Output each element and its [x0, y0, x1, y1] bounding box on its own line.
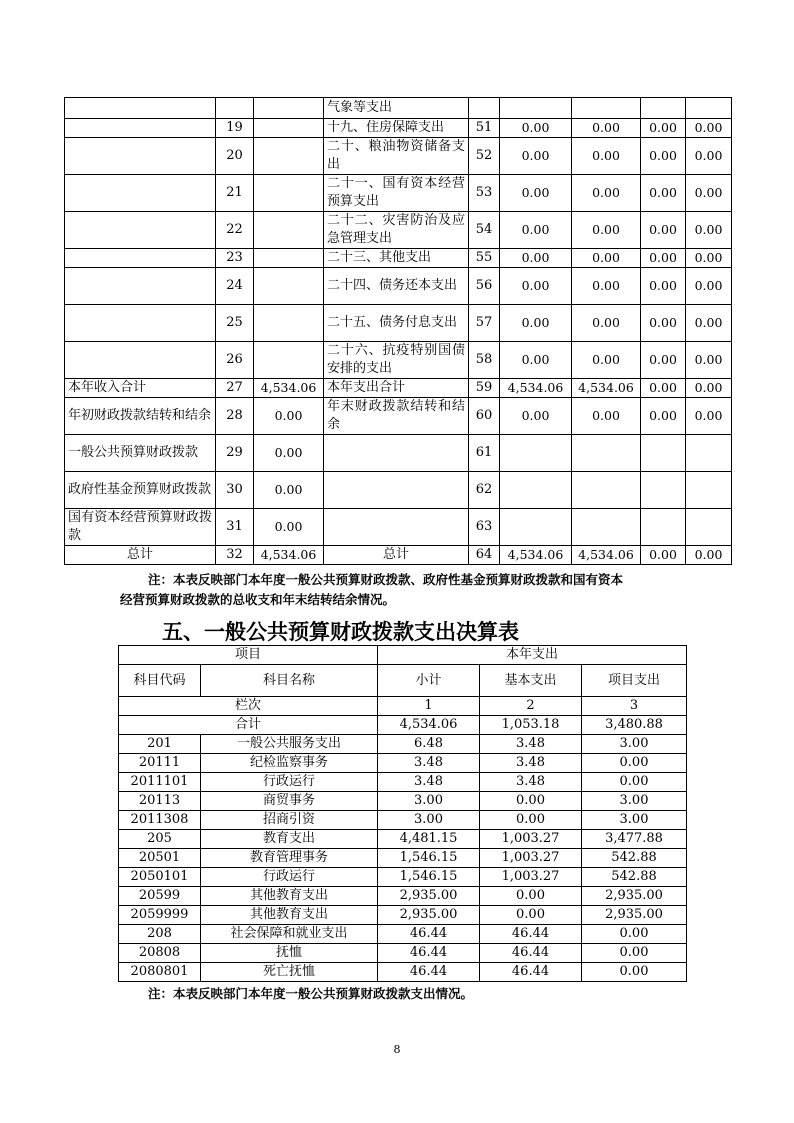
- row-left-amount: [254, 175, 324, 212]
- row-name: 其他教育支出: [201, 887, 378, 906]
- row-project: 2,935.00: [582, 887, 687, 906]
- row-amount-general: 0.00: [572, 138, 641, 175]
- col-code: 科目代码: [119, 665, 201, 697]
- row-amount-total: [500, 509, 572, 546]
- row-amount-general: 0.00: [572, 175, 641, 212]
- table1-row: [65, 175, 732, 212]
- row-column-label: 栏次: [119, 697, 378, 716]
- row-right-no: 63: [469, 509, 500, 546]
- section-title: 五、一般公共预算财政拨款支出决算表: [162, 620, 519, 644]
- row-left-label: 年初财政拨款结转和结余: [65, 398, 216, 435]
- table2-row: [119, 811, 687, 830]
- row-right-no: 54: [469, 212, 500, 249]
- row-left-amount: 0.00: [254, 398, 324, 435]
- table1-row: [65, 398, 732, 435]
- col-idx-2: 2: [480, 697, 582, 716]
- table1-row: [65, 268, 732, 305]
- table1-row: [65, 305, 732, 342]
- row-subtotal: 46.44: [378, 963, 480, 982]
- row-right-label: 二十、粮油物资储备支出: [324, 138, 469, 175]
- row-amount-total: 0.00: [500, 175, 572, 212]
- row-right-no: 58: [469, 342, 500, 379]
- row-basic: 1,003.27: [480, 868, 582, 887]
- row-amount-fund: 0.00: [641, 398, 686, 435]
- row-amount-general: 0.00: [572, 268, 641, 305]
- row-subtotal: 3.00: [378, 792, 480, 811]
- row-amount-fund: 0.00: [641, 212, 686, 249]
- row-project: 3.00: [582, 792, 687, 811]
- col-project: 项目支出: [582, 665, 687, 697]
- row-code: 20113: [119, 792, 201, 811]
- row-subtotal: 2,935.00: [378, 887, 480, 906]
- table2-row: [119, 887, 687, 906]
- row-code: 20111: [119, 754, 201, 773]
- row-right-no: 64: [469, 546, 500, 565]
- row-left-amount: [254, 212, 324, 249]
- table1-row: [65, 472, 732, 509]
- row-left-no: 21: [216, 175, 254, 212]
- table1-row: [65, 379, 732, 398]
- page-number: 8: [393, 1043, 401, 1056]
- table1-note-line2: 经营预算财政拨款的总收支和年末结转结余情况。: [120, 592, 396, 607]
- row-amount-general: [572, 435, 641, 472]
- table1-row: [65, 98, 732, 119]
- col-idx-3: 3: [582, 697, 687, 716]
- row-right-no: 55: [469, 249, 500, 268]
- row-name: 抚恤: [201, 944, 378, 963]
- row-left-no: 27: [216, 379, 254, 398]
- row-basic: 1,003.27: [480, 849, 582, 868]
- row-right-no: 53: [469, 175, 500, 212]
- row-left-label: [65, 119, 216, 138]
- row-amount-capital: 0.00: [686, 379, 732, 398]
- row-name: 社会保障和就业支出: [201, 925, 378, 944]
- row-left-label: [65, 305, 216, 342]
- row-amount-capital: 0.00: [686, 398, 732, 435]
- row-name: 死亡抚恤: [201, 963, 378, 982]
- row-name: 行政运行: [201, 868, 378, 887]
- table2-row: [119, 906, 687, 925]
- row-amount-general: [572, 509, 641, 546]
- table1-row: [65, 342, 732, 379]
- row-right-label: 总计: [324, 546, 469, 565]
- row-amount-fund: 0.00: [641, 305, 686, 342]
- row-amount-general: 0.00: [572, 119, 641, 138]
- row-left-amount: [254, 249, 324, 268]
- row-amount-capital: 0.00: [686, 175, 732, 212]
- row-right-label: [324, 435, 469, 472]
- row-code: 2050101: [119, 868, 201, 887]
- row-amount-capital: [686, 509, 732, 546]
- row-left-amount: 0.00: [254, 509, 324, 546]
- row-amount-total: 0.00: [500, 398, 572, 435]
- row-subtotal: 3.48: [378, 754, 480, 773]
- row-amount-fund: [641, 435, 686, 472]
- row-left-no: 28: [216, 398, 254, 435]
- row-amount-general: 0.00: [572, 249, 641, 268]
- row-basic: 3.48: [480, 773, 582, 792]
- row-project: 0.00: [582, 773, 687, 792]
- row-code: 2011101: [119, 773, 201, 792]
- header-year-expense: 本年支出: [378, 646, 687, 665]
- row-left-label: [65, 342, 216, 379]
- row-amount-capital: 0.00: [686, 305, 732, 342]
- row-amount-general: 0.00: [572, 398, 641, 435]
- row-project: 0.00: [582, 944, 687, 963]
- row-left-no: 23: [216, 249, 254, 268]
- row-name: 商贸事务: [201, 792, 378, 811]
- row-right-label: 十九、住房保障支出: [324, 119, 469, 138]
- row-right-label: 二十六、抗疫特别国债安排的支出: [324, 342, 469, 379]
- table2-row: [119, 792, 687, 811]
- table1-row: [65, 435, 732, 472]
- row-right-label: 气象等支出: [324, 98, 469, 119]
- row-amount-fund: [641, 509, 686, 546]
- row-amount-total: 0.00: [500, 268, 572, 305]
- row-right-no: 57: [469, 305, 500, 342]
- row-subtotal: 3.00: [378, 811, 480, 830]
- table2-row: [119, 849, 687, 868]
- row-project: 542.88: [582, 868, 687, 887]
- table2-row: [119, 925, 687, 944]
- row-basic: 46.44: [480, 963, 582, 982]
- row-left-no: [216, 98, 254, 119]
- row-amount-fund: 0.00: [641, 249, 686, 268]
- row-project: 0.00: [582, 754, 687, 773]
- row-amount-total: 0.00: [500, 138, 572, 175]
- row-amount-capital: 0.00: [686, 546, 732, 565]
- row-left-no: 19: [216, 119, 254, 138]
- row-subtotal: 46.44: [378, 944, 480, 963]
- col-idx-1: 1: [378, 697, 480, 716]
- row-name: 招商引资: [201, 811, 378, 830]
- row-name: 纪检监察事务: [201, 754, 378, 773]
- row-basic: 0.00: [480, 811, 582, 830]
- table1-row: [65, 546, 732, 565]
- row-left-label: [65, 268, 216, 305]
- row-subtotal: 2,935.00: [378, 906, 480, 925]
- row-amount-total: 4,534.06: [500, 546, 572, 565]
- row-amount-fund: 0.00: [641, 342, 686, 379]
- row-code: 2011308: [119, 811, 201, 830]
- row-left-label: 政府性基金预算财政拨款: [65, 472, 216, 509]
- row-subtotal: 46.44: [378, 925, 480, 944]
- row-code: 2059999: [119, 906, 201, 925]
- row-amount-fund: 0.00: [641, 175, 686, 212]
- row-amount-general: 4,534.06: [572, 546, 641, 565]
- table1-row: [65, 138, 732, 175]
- row-amount-total: 0.00: [500, 119, 572, 138]
- row-project: 542.88: [582, 849, 687, 868]
- table2-note: 注：本表反映部门本年度一般公共预算财政拨款支出情况。: [148, 986, 474, 1001]
- table2-row: [119, 830, 687, 849]
- row-left-amount: 0.00: [254, 472, 324, 509]
- row-right-label: [324, 509, 469, 546]
- row-amount-total: 4,534.06: [500, 379, 572, 398]
- row-right-label: 本年支出合计: [324, 379, 469, 398]
- row-code: 20599: [119, 887, 201, 906]
- row-amount-capital: 0.00: [686, 138, 732, 175]
- row-subtotal: 3.48: [378, 773, 480, 792]
- table2-row: [119, 735, 687, 754]
- row-left-amount: 0.00: [254, 435, 324, 472]
- row-left-label: [65, 175, 216, 212]
- header-project: 项目: [119, 646, 378, 665]
- row-code: 201: [119, 735, 201, 754]
- row-left-no: 25: [216, 305, 254, 342]
- row-amount-general: 0.00: [572, 342, 641, 379]
- row-left-amount: [254, 119, 324, 138]
- row-left-no: 22: [216, 212, 254, 249]
- row-name: 教育支出: [201, 830, 378, 849]
- row-amount-fund: 0.00: [641, 119, 686, 138]
- row-amount-total: 0.00: [500, 212, 572, 249]
- row-basic: 0.00: [480, 887, 582, 906]
- row-code: 20808: [119, 944, 201, 963]
- row-amount-general: 0.00: [572, 212, 641, 249]
- row-left-no: 32: [216, 546, 254, 565]
- row-subtotal: 1,546.15: [378, 868, 480, 887]
- row-subtotal: 6.48: [378, 735, 480, 754]
- total-project: 3,480.88: [582, 716, 687, 735]
- row-right-label: 二十三、其他支出: [324, 249, 469, 268]
- row-left-amount: [254, 98, 324, 119]
- row-right-label: 二十一、国有资本经营预算支出: [324, 175, 469, 212]
- row-right-no: 60: [469, 398, 500, 435]
- col-name: 科目名称: [201, 665, 378, 697]
- table1-note: [120, 570, 720, 610]
- row-right-no: 59: [469, 379, 500, 398]
- table1-note-line1: 注：本表反映部门本年度一般公共预算财政拨款、政府性基金预算财政拨款和国有资本: [148, 572, 624, 587]
- row-code: 205: [119, 830, 201, 849]
- row-amount-capital: 0.00: [686, 212, 732, 249]
- row-project: 2,935.00: [582, 906, 687, 925]
- row-name: 其他教育支出: [201, 906, 378, 925]
- row-subtotal: 4,481.15: [378, 830, 480, 849]
- row-left-no: 31: [216, 509, 254, 546]
- row-amount-general: [572, 98, 641, 119]
- col-subtotal: 小计: [378, 665, 480, 697]
- row-amount-total: 0.00: [500, 342, 572, 379]
- row-left-label: 国有资本经营预算财政拨款: [65, 509, 216, 546]
- row-amount-capital: 0.00: [686, 268, 732, 305]
- table1-row: [65, 119, 732, 138]
- table2-row: [119, 754, 687, 773]
- row-amount-general: 0.00: [572, 305, 641, 342]
- row-amount-total: 0.00: [500, 249, 572, 268]
- table2-row: [119, 773, 687, 792]
- row-left-label: [65, 212, 216, 249]
- row-amount-capital: [686, 98, 732, 119]
- row-left-label: [65, 138, 216, 175]
- row-amount-general: [572, 472, 641, 509]
- row-left-amount: 4,534.06: [254, 379, 324, 398]
- row-right-no: 61: [469, 435, 500, 472]
- row-subtotal: 1,546.15: [378, 849, 480, 868]
- table2-row: [119, 963, 687, 982]
- row-right-no: 56: [469, 268, 500, 305]
- row-code: 208: [119, 925, 201, 944]
- row-right-label: 二十四、债务还本支出: [324, 268, 469, 305]
- col-basic: 基本支出: [480, 665, 582, 697]
- row-left-amount: [254, 342, 324, 379]
- total-subtotal: 4,534.06: [378, 716, 480, 735]
- table2-row: [119, 868, 687, 887]
- row-left-no: 30: [216, 472, 254, 509]
- row-amount-capital: 0.00: [686, 342, 732, 379]
- row-name: 一般公共服务支出: [201, 735, 378, 754]
- row-amount-fund: 0.00: [641, 268, 686, 305]
- row-amount-fund: [641, 472, 686, 509]
- row-left-label: 本年收入合计: [65, 379, 216, 398]
- row-left-label: [65, 249, 216, 268]
- row-amount-total: [500, 98, 572, 119]
- row-name: 教育管理事务: [201, 849, 378, 868]
- row-amount-capital: [686, 472, 732, 509]
- row-left-no: 24: [216, 268, 254, 305]
- row-amount-fund: 0.00: [641, 138, 686, 175]
- row-amount-fund: 0.00: [641, 379, 686, 398]
- row-amount-total: 0.00: [500, 305, 572, 342]
- row-basic: 3.48: [480, 735, 582, 754]
- total-basic: 1,053.18: [480, 716, 582, 735]
- row-basic: 46.44: [480, 944, 582, 963]
- row-basic: 0.00: [480, 792, 582, 811]
- row-right-label: 二十五、债务付息支出: [324, 305, 469, 342]
- row-amount-capital: [686, 435, 732, 472]
- row-code: 2080801: [119, 963, 201, 982]
- row-name: 行政运行: [201, 773, 378, 792]
- row-amount-general: 4,534.06: [572, 379, 641, 398]
- row-amount-fund: 0.00: [641, 546, 686, 565]
- row-right-no: 52: [469, 138, 500, 175]
- row-basic: 46.44: [480, 925, 582, 944]
- row-code: 20501: [119, 849, 201, 868]
- row-basic: 1,003.27: [480, 830, 582, 849]
- row-left-label: [65, 98, 216, 119]
- row-right-no: [469, 98, 500, 119]
- table2-row: [119, 944, 687, 963]
- table1-row: [65, 212, 732, 249]
- row-amount-capital: 0.00: [686, 249, 732, 268]
- row-left-no: 20: [216, 138, 254, 175]
- row-left-label: 总计: [65, 546, 216, 565]
- row-right-label: [324, 472, 469, 509]
- row-right-no: 62: [469, 472, 500, 509]
- row-basic: 0.00: [480, 906, 582, 925]
- row-right-label: 年末财政拨款结转和结余: [324, 398, 469, 435]
- income-expense-summary-table: [64, 97, 732, 565]
- row-project: 3.00: [582, 811, 687, 830]
- row-right-label: 二十二、灾害防治及应急管理支出: [324, 212, 469, 249]
- total-label: 合计: [119, 716, 378, 735]
- row-left-no: 29: [216, 435, 254, 472]
- row-project: 0.00: [582, 963, 687, 982]
- row-left-amount: 4,534.06: [254, 546, 324, 565]
- row-project: 3,477.88: [582, 830, 687, 849]
- row-left-amount: [254, 138, 324, 175]
- row-amount-capital: 0.00: [686, 119, 732, 138]
- row-right-no: 51: [469, 119, 500, 138]
- row-basic: 3.48: [480, 754, 582, 773]
- general-budget-expense-table: [118, 645, 687, 982]
- row-left-amount: [254, 268, 324, 305]
- row-amount-total: [500, 472, 572, 509]
- row-left-no: 26: [216, 342, 254, 379]
- row-left-label: 一般公共预算财政拨款: [65, 435, 216, 472]
- table1-row: [65, 249, 732, 268]
- row-project: 3.00: [582, 735, 687, 754]
- table1-row: [65, 509, 732, 546]
- row-amount-total: [500, 435, 572, 472]
- row-amount-fund: [641, 98, 686, 119]
- row-project: 0.00: [582, 925, 687, 944]
- row-left-amount: [254, 305, 324, 342]
